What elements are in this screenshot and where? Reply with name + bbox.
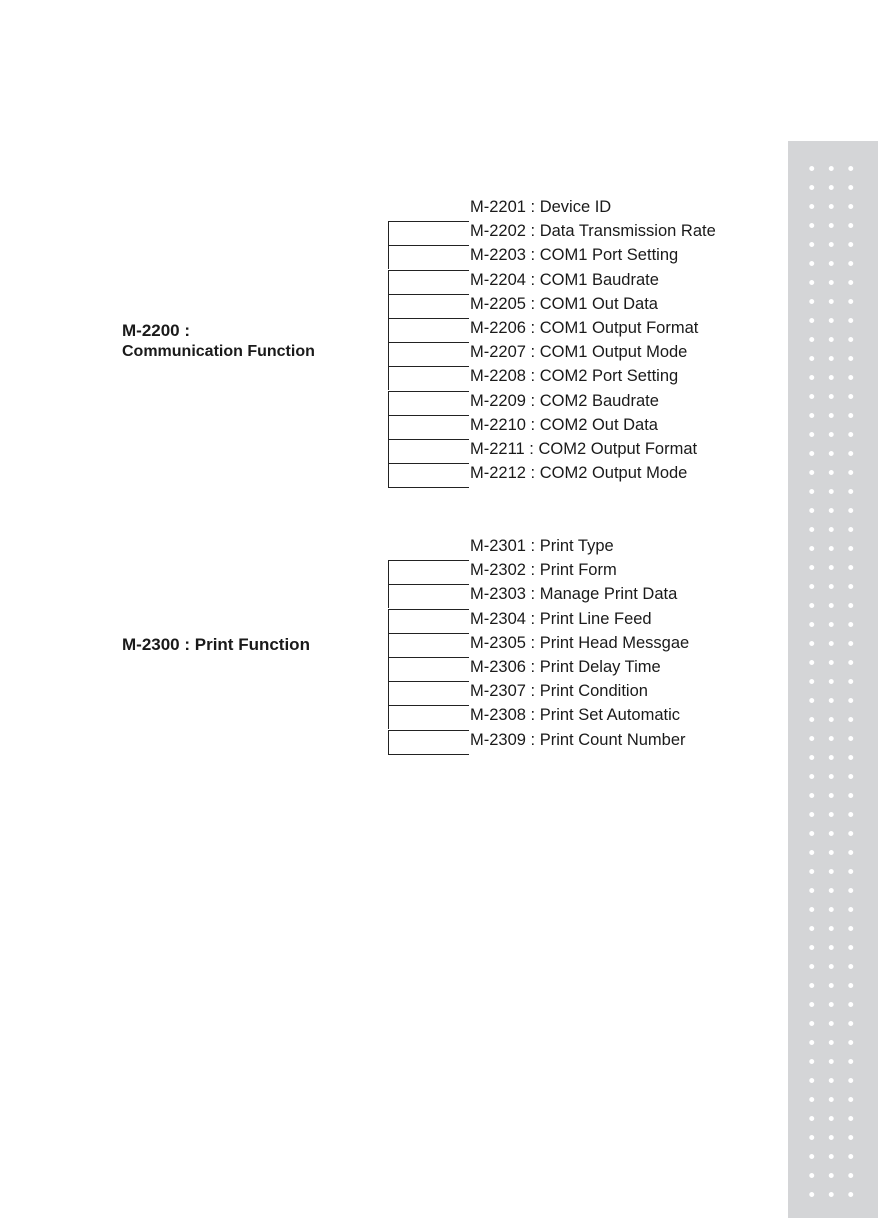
menu-item-label: M-2206 : COM1 Output Format <box>470 319 699 337</box>
menu-item-label: M-2307 : Print Condition <box>470 682 648 701</box>
tree-connector <box>388 197 468 220</box>
menu-item <box>388 633 768 657</box>
tree-connector <box>388 342 469 366</box>
tree-connector <box>388 681 469 705</box>
section-name: Communication Function <box>122 343 315 361</box>
menu-item-label: M-2309 : Print Count Number <box>470 730 686 749</box>
menu-item <box>388 270 768 294</box>
tree-connector <box>388 633 469 657</box>
tree-connector <box>388 294 469 318</box>
menu-item <box>388 221 768 245</box>
menu-item-label: M-2201 : Device ID <box>470 198 612 216</box>
menu-item-label: M-2211 : COM2 Output Format <box>470 440 698 458</box>
section-title-m2300 <box>122 634 310 656</box>
menu-item-label: M-2303 : Manage Print Data <box>470 585 678 604</box>
menu-item <box>388 318 768 342</box>
menu-item <box>388 609 768 633</box>
decorative-sidebar <box>788 141 878 1218</box>
menu-item <box>388 681 768 705</box>
menu-item-label: M-2202 : Data Transmission Rate <box>470 222 716 241</box>
tree-connector <box>388 415 469 439</box>
menu-item-label: M-2304 : Print Line Feed <box>470 609 652 628</box>
tree-connector <box>388 391 469 415</box>
menu-item <box>388 415 768 439</box>
menu-item-label: M-2208 : COM2 Port Setting <box>470 367 679 386</box>
tree-connector <box>388 366 469 390</box>
menu-item <box>388 730 768 754</box>
menu-item <box>388 705 768 729</box>
tree-connector <box>388 560 469 584</box>
menu-item <box>388 342 768 366</box>
menu-item-label: M-2207 : COM1 Output Mode <box>470 343 688 362</box>
tree-connector <box>388 657 469 681</box>
menu-item-label: M-2302 : Print Form <box>470 561 617 580</box>
tree-connector <box>388 730 469 755</box>
menu-item <box>388 245 768 269</box>
menu-item-label: M-2301 : Print Type <box>470 537 614 555</box>
dot-pattern <box>802 159 862 1209</box>
menu-item-label: M-2212 : COM2 Output Mode <box>470 464 688 483</box>
tree-connector <box>388 221 469 245</box>
section-title-m2200 <box>122 320 315 363</box>
menu-item <box>388 391 768 415</box>
menu-item-label: M-2205 : COM1 Out Data <box>470 294 658 313</box>
section-code: M-2200 : <box>122 321 191 340</box>
section-code: M-2300 : Print Function <box>122 635 310 654</box>
menu-item-label: M-2203 : COM1 Port Setting <box>470 246 679 265</box>
menu-item <box>388 560 768 584</box>
tree-connector <box>388 463 469 488</box>
menu-item-label: M-2306 : Print Delay Time <box>470 658 661 676</box>
menu-item <box>388 294 768 318</box>
menu-item <box>388 197 768 221</box>
menu-item <box>388 536 768 560</box>
tree-connector <box>388 439 469 463</box>
menu-item-label: M-2204 : COM1 Baudrate <box>470 270 659 289</box>
tree-connector <box>388 318 469 342</box>
tree-connector <box>388 270 469 294</box>
menu-item <box>388 366 768 390</box>
menu-item-label: M-2209 : COM2 Baudrate <box>470 391 659 410</box>
menu-item-label: M-2308 : Print Set Automatic <box>470 706 681 725</box>
menu-item <box>388 439 768 463</box>
tree-connector <box>388 609 469 633</box>
menu-item-label: M-2305 : Print Head Messgae <box>470 633 690 652</box>
menu-item <box>388 584 768 608</box>
tree-connector <box>388 584 469 608</box>
menu-item <box>388 657 768 681</box>
tree-connector <box>388 705 469 729</box>
menu-item-label: M-2210 : COM2 Out Data <box>470 415 658 434</box>
tree-connector <box>388 245 469 269</box>
menu-item <box>388 463 768 487</box>
tree-connector <box>388 536 468 559</box>
